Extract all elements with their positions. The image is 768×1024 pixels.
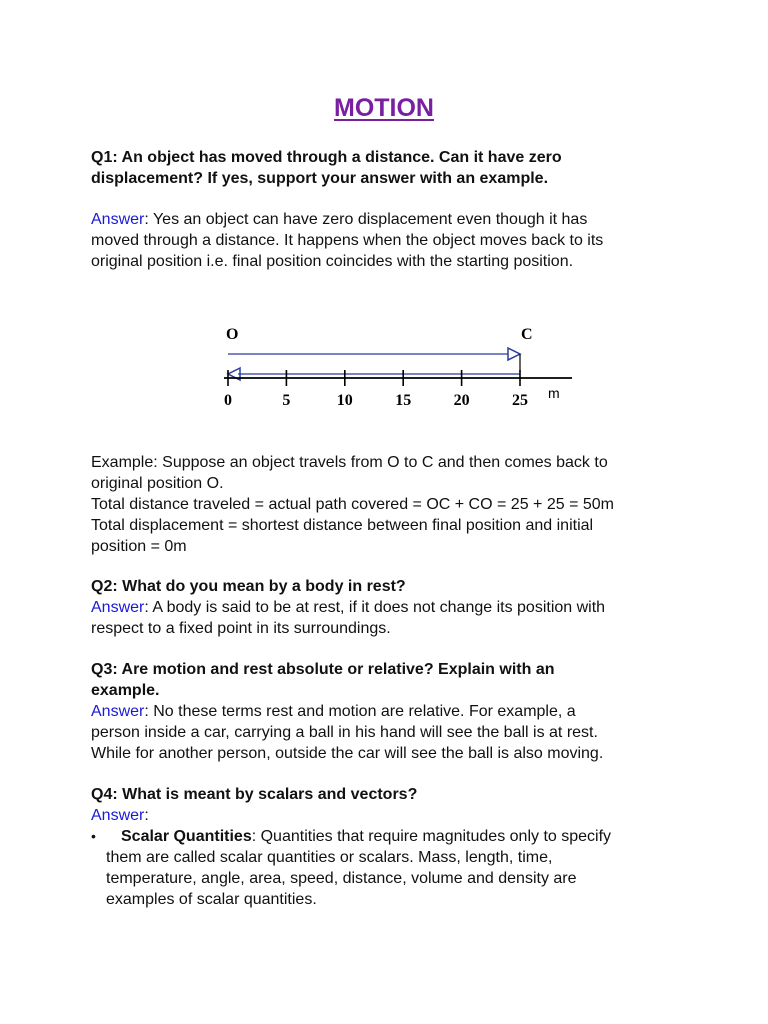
question-2-line-1: Q2: What do you mean by a body in rest? — [91, 578, 406, 595]
label-c: C — [521, 326, 533, 343]
unit-label: m — [548, 385, 560, 401]
axis-tick-label: 10 — [336, 392, 353, 409]
answer-label: Answer — [91, 599, 145, 616]
question-1 — [91, 147, 691, 189]
example-line-1: Example: Suppose an object travels from O to C and then comes back to — [91, 454, 608, 471]
axis-tick-labels — [224, 392, 528, 409]
question-1-line-1: Q1: An object has moved through a distance. Can it have zero — [91, 149, 562, 166]
example-line-5: position = 0m — [91, 538, 187, 555]
answer-4-colon: : — [144, 807, 149, 824]
answer-2-text-1: : A body is said to be at rest, if it does not change its position with — [144, 599, 606, 616]
question-3-line-2: example. — [91, 682, 160, 699]
question-4-line-1: Q4: What is meant by scalars and vectors? — [91, 786, 418, 803]
example-line-2: original position O. — [91, 475, 224, 492]
answer-1-text-1: : Yes an object can have zero displacement even though it has — [144, 211, 588, 228]
bullet-line-3: temperature, angle, area, speed, distance, volume and density are — [106, 870, 577, 887]
bullet-icon: • — [91, 828, 96, 844]
bullet-text-1: : Quantities that require magnitudes only to specify — [251, 828, 612, 845]
answer-1-line-2: moved through a distance. It happens when the object moves back to its — [91, 232, 604, 249]
axis-tick-label: 20 — [453, 392, 470, 409]
answer-2-line-2: respect to a fixed point in its surroundings. — [91, 620, 391, 637]
forward-arrowhead — [508, 348, 520, 360]
scalar-term: Scalar Quantities — [121, 828, 252, 845]
answer-4-line-1 — [91, 805, 691, 826]
question-3-line-1: Q3: Are motion and rest absolute or relative? Explain with an — [91, 661, 555, 678]
question-2 — [91, 576, 691, 639]
bullet-line-2: them are called scalar quantities or scalars. Mass, length, time, — [106, 849, 553, 866]
number-line-figure — [212, 318, 582, 418]
number-line-diagram — [212, 318, 582, 418]
answer-3-line-3: While for another person, outside the car will see the ball is also moving. — [91, 745, 604, 762]
question-3 — [91, 659, 691, 764]
axis-tick-label: 5 — [282, 392, 291, 409]
bullet-line-4: examples of scalar quantities. — [106, 891, 317, 908]
answer-label: Answer — [91, 703, 145, 720]
example-line-3: Total distance traveled = actual path covered = OC + CO = 25 + 25 = 50m — [91, 496, 614, 513]
answer-label: Answer — [91, 807, 145, 824]
question-4 — [91, 784, 691, 826]
answer-3-text-1: : No these terms rest and motion are relative. For example, a — [144, 703, 576, 720]
answer-1-line-3: original position i.e. final position coincides with the starting position. — [91, 253, 574, 270]
axis-tick-label: 15 — [395, 392, 412, 409]
answer-label: Answer — [91, 211, 145, 228]
example-block — [91, 452, 691, 557]
bullet-line-1 — [106, 826, 691, 847]
answer-1 — [91, 209, 691, 272]
answer-1-line-1 — [91, 209, 691, 230]
answer-3-line-2: person inside a car, carrying a ball in his hand will see the ball is at rest. — [91, 724, 598, 741]
question-1-line-2: displacement? If yes, support your answer with an example. — [91, 170, 549, 187]
scalar-bullet — [91, 826, 691, 910]
bullet-list-item — [91, 826, 691, 910]
label-o: O — [226, 326, 239, 343]
page-title: MOTION — [334, 94, 434, 122]
example-line-4: Total displacement = shortest distance between final position and initial — [91, 517, 594, 534]
axis-tick-label: 0 — [224, 392, 232, 409]
answer-2-line-1 — [91, 597, 691, 618]
answer-3-line-1 — [91, 701, 691, 722]
axis-tick-label: 25 — [512, 392, 528, 409]
